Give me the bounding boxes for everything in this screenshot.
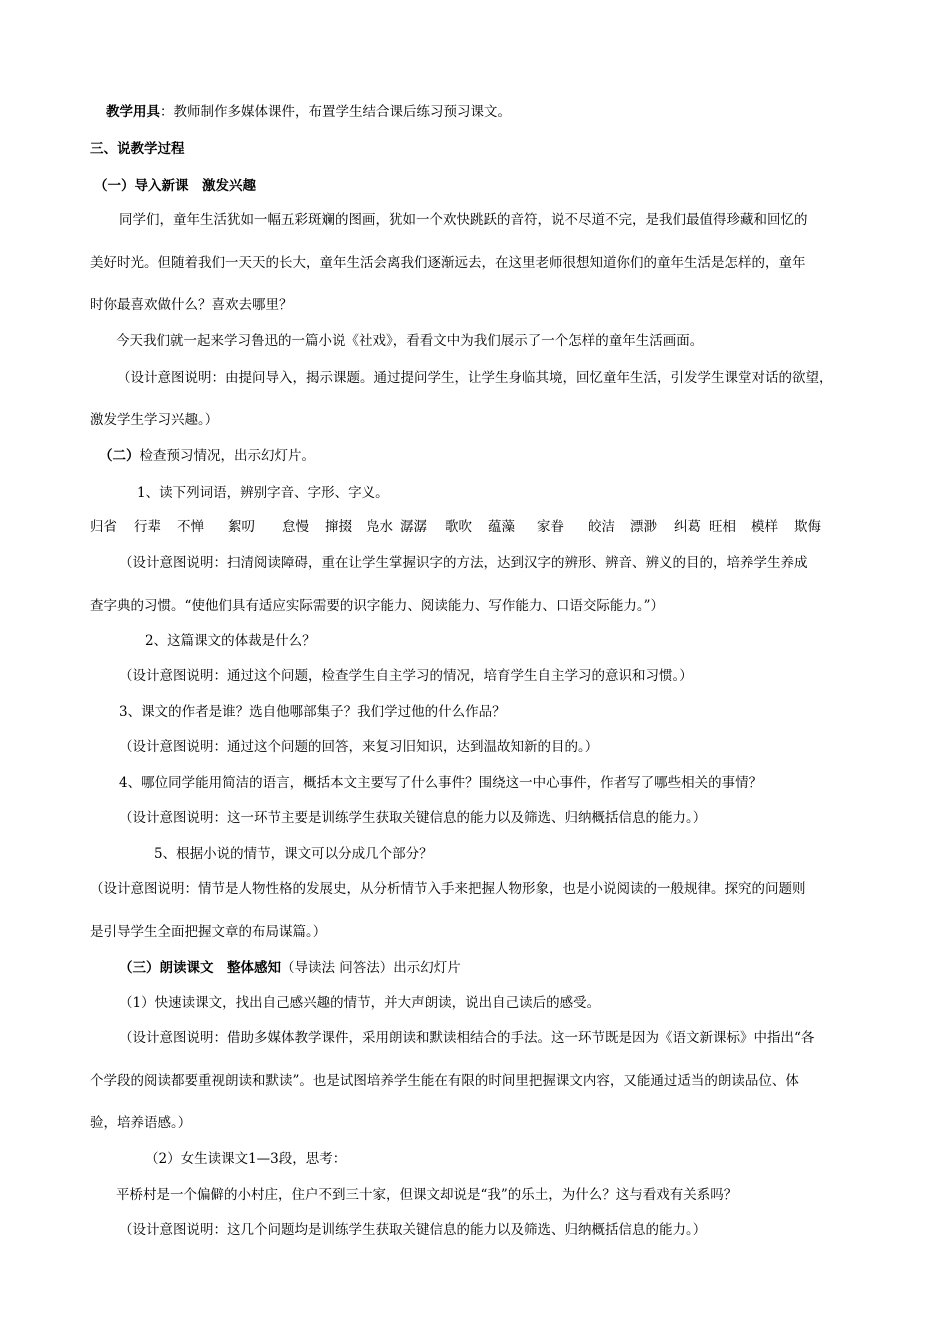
teaching-tools-label: 教学用具 (106, 104, 160, 120)
vocab-word: 家眷 (537, 519, 564, 535)
question-5: 5、根据小说的情节，课文可以分成几个部分？ (154, 846, 433, 862)
vocab-word: 漂渺 (630, 519, 657, 535)
vocab-word: 欺侮 (794, 519, 821, 535)
vocab-word: 潺潺 (400, 519, 427, 535)
question-1-design-note-line-2: 查字典的习惯。“使他们具有适应实际需要的识字能力、阅读能力、写作能力、口语交际能力。”） (90, 598, 665, 614)
part-3-step-1-design-note-line-3: 验，培养语感。） (90, 1115, 192, 1131)
vocab-word: 歌吹 (445, 519, 472, 535)
teaching-tools-line (106, 103, 511, 121)
part-1-heading: （一）导入新课 激发兴趣 (94, 178, 256, 194)
question-2-design-note: （设计意图说明：通过这个问题，检查学生自主学习的情况，培育学生自主学习的意识和习惯。） (119, 668, 693, 684)
vocab-word: 纠葛 (674, 519, 701, 535)
part-3-step-1-design-note-line-1: （设计意图说明：借助多媒体教学课件，采用朗读和默读相结合的手法。这一环节既是因为《语文新课标》中指出“各 (119, 1030, 815, 1046)
question-5-design-note-line-2: 是引导学生全面把握文章的布局谋篇。） (90, 924, 327, 940)
vocab-word: 皎洁 (588, 519, 615, 535)
part-1-paragraph-1-line-3: 时你最喜欢做什么？喜欢去哪里？ (90, 297, 293, 313)
part-3-step-2: （2）女生读课文1—3段，思考： (145, 1151, 347, 1167)
part-3-step-2-question: 平桥村是一个偏僻的小村庄，住户不到三十家，但课文却说是“我”的乐土，为什么？这与看戏有关系吗？ (116, 1187, 738, 1203)
vocabulary-list (90, 515, 880, 535)
vocab-word: 旺相 (709, 519, 736, 535)
question-2: 2、这篇课文的体裁是什么？ (145, 633, 316, 649)
vocab-word: 模样 (751, 519, 778, 535)
vocab-word: 归省 (90, 519, 117, 535)
vocab-word: 蕴藻 (488, 519, 515, 535)
part-3-heading-bold: （三）朗读课文 整体感知 (119, 960, 281, 976)
question-3: 3、课文的作者是谁？选自他哪部集子？我们学过他的什么作品？ (119, 704, 506, 720)
vocab-word: 凫水 (366, 519, 393, 535)
question-5-design-note-line-1: （设计意图说明：情节是人物性格的发展史，从分析情节入手来把握人物形象，也是小说阅读的一般规律。探究的问题则 (90, 881, 806, 897)
part-3-heading (119, 959, 461, 977)
question-4-design-note: （设计意图说明：这一环节主要是训练学生获取关键信息的能力以及筛选、归纳概括信息的能力。） (119, 810, 707, 826)
part-1-design-note-line-2: 激发学生学习兴趣。） (90, 412, 219, 428)
part-3-step-1-design-note-line-2: 个学段的阅读都要重视朗读和默读”。也是试图培养学生能在有限的时间里把握课文内容，又能通过适当的朗读品位、体 (90, 1073, 799, 1089)
part-1-paragraph-2: 今天我们就一起来学习鲁迅的一篇小说《社戏》，看看文中为我们展示了一个怎样的童年生活画面。 (116, 333, 704, 349)
part-3-heading-rest: （导读法 问答法）出示幻灯片 (281, 960, 461, 976)
question-4: 4、哪位同学能用简洁的语言，概括本文主要写了什么事件？围绕这一中心事件，作者写了哪些相关的事情？ (119, 775, 763, 791)
section-3-heading: 三、说教学过程 (90, 141, 185, 157)
part-2-heading-number: （二） (99, 448, 140, 464)
question-1: 1、读下列词语，辨别字音、字形、字义。 (137, 485, 389, 501)
part-1-paragraph-1-line-2: 美好时光。但随着我们一天天的长大，童年生活会离我们逐渐远去，在这里老师很想知道你们的童年生活是怎样的，童年 (90, 255, 806, 271)
vocab-word: 怠慢 (282, 519, 309, 535)
question-3-design-note: （设计意图说明：通过这个问题的回答，来复习旧知识，达到温故知新的目的。） (119, 739, 599, 755)
question-1-design-note-line-1: （设计意图说明：扫清阅读障碍，重在让学生掌握识字的方法，达到汉字的辨形、辨音、辨义的目的，培养学生养成 (119, 555, 808, 571)
part-1-paragraph-1-line-1: 同学们，童年生活犹如一幅五彩斑斓的图画，犹如一个欢快跳跃的音符，说不尽道不完，是我们最值得珍藏和回忆的 (119, 212, 808, 228)
vocab-word: 不惮 (177, 519, 204, 535)
part-3-step-2-design-note: （设计意图说明：这几个问题均是训练学生获取关键信息的能力以及筛选、归纳概括信息的能力。） (119, 1222, 707, 1238)
vocab-word: 撺掇 (325, 519, 352, 535)
part-3-step-1: （1）快速读课文，找出自己感兴趣的情节，并大声朗读，说出自己读后的感受。 (119, 995, 601, 1011)
teaching-tools-colon: ： (160, 104, 174, 120)
teaching-tools-text: 教师制作多媒体课件，布置学生结合课后练习预习课文。 (173, 104, 511, 120)
part-1-design-note-line-1: （设计意图说明：由提问导入，揭示课题。通过提问学生，让学生身临其境，回忆童年生活，引发学生课堂对话的欲望， (117, 370, 833, 386)
part-2-heading-text: 检查预习情况，出示幻灯片。 (139, 448, 315, 464)
vocab-word: 絮叨 (228, 519, 255, 535)
part-2-heading (99, 447, 315, 465)
vocab-word: 行辈 (134, 519, 161, 535)
